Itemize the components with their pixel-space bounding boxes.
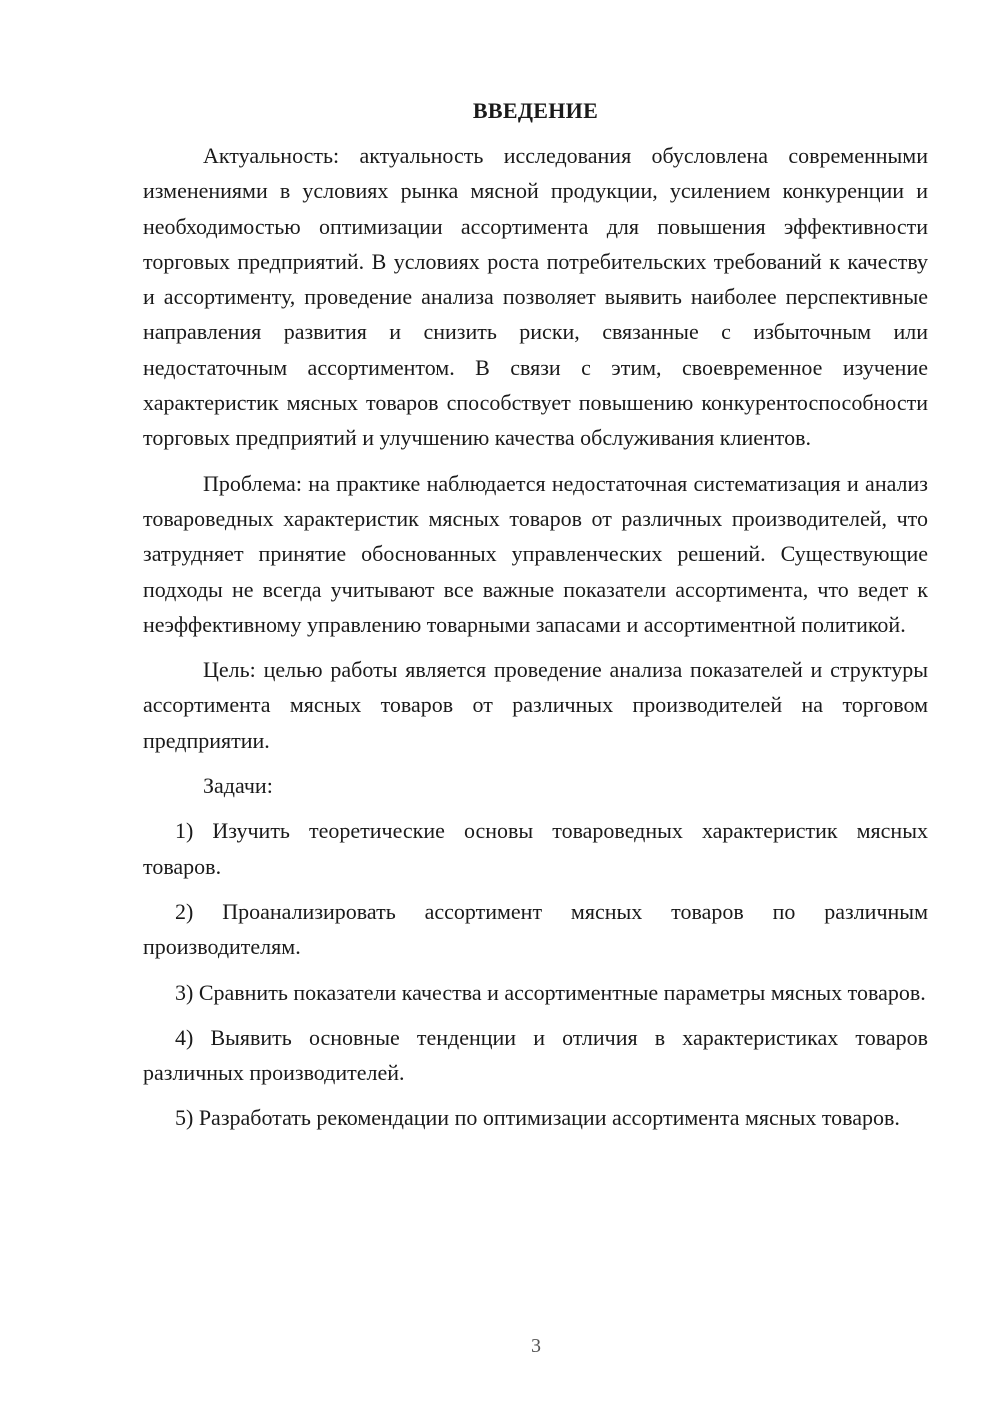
task-item-5: 5) Разработать рекомендации по оптимизации ассортимента мясных товаров. xyxy=(175,1105,900,1131)
task-item-1: 1) Изучить теоретические основы товароведных характеристик мясных товаров. xyxy=(143,818,928,879)
paragraph-tasks-heading: Задачи: xyxy=(203,773,273,799)
task-item-2: 2) Проанализировать ассортимент мясных товаров по различным производителям. xyxy=(143,898,928,960)
document-page xyxy=(143,96,928,1146)
task-item-4: 4) Выявить основные тенденции и отличия в характеристиках товаров различных производителей. xyxy=(143,1024,928,1086)
paragraph-problem: Проблема: на практике наблюдается недостаточная систематизация и анализ товароведных характеристик мясных товаров от различных производителей, что затрудняет принятие обоснованных управленческих решений. Существующие подходы не всегда учитывают все важные показатели ассортимента, что ведет к неэффективному управлению товарными запасами и ассортиментной политикой. xyxy=(143,470,928,637)
paragraph-goal: Цель: целью работы является проведение анализа показателей и структуры ассортимента мясных товаров от различных производителей на торговом предприятии. xyxy=(143,657,928,753)
page-number: 3 xyxy=(531,1335,541,1357)
task-item-3: 3) Сравнить показатели качества и ассортиментные параметры мясных товаров. xyxy=(175,979,926,1005)
section-title: ВВЕДЕНИЕ xyxy=(472,98,599,123)
paragraph-relevance: Актуальность: актуальность исследования обусловлена современными изменениями в условиях рынка мясной продукции, усилением конкуренции и необходимостью оптимизации ассортимента для повышения эффективности торговых предприятий. В условиях роста потребительских требований к качеству и ассортименту, проведение анализа позволяет выявить наиболее перспективные направления развития и снизить риски, связанные с избыточным или недостаточным ассортиментом. В связи с этим, своевременное изучение характеристик мясных товаров способствует повышению конкурентоспособности торговых предприятий и улучшению качества обслуживания клиентов. xyxy=(143,143,928,451)
